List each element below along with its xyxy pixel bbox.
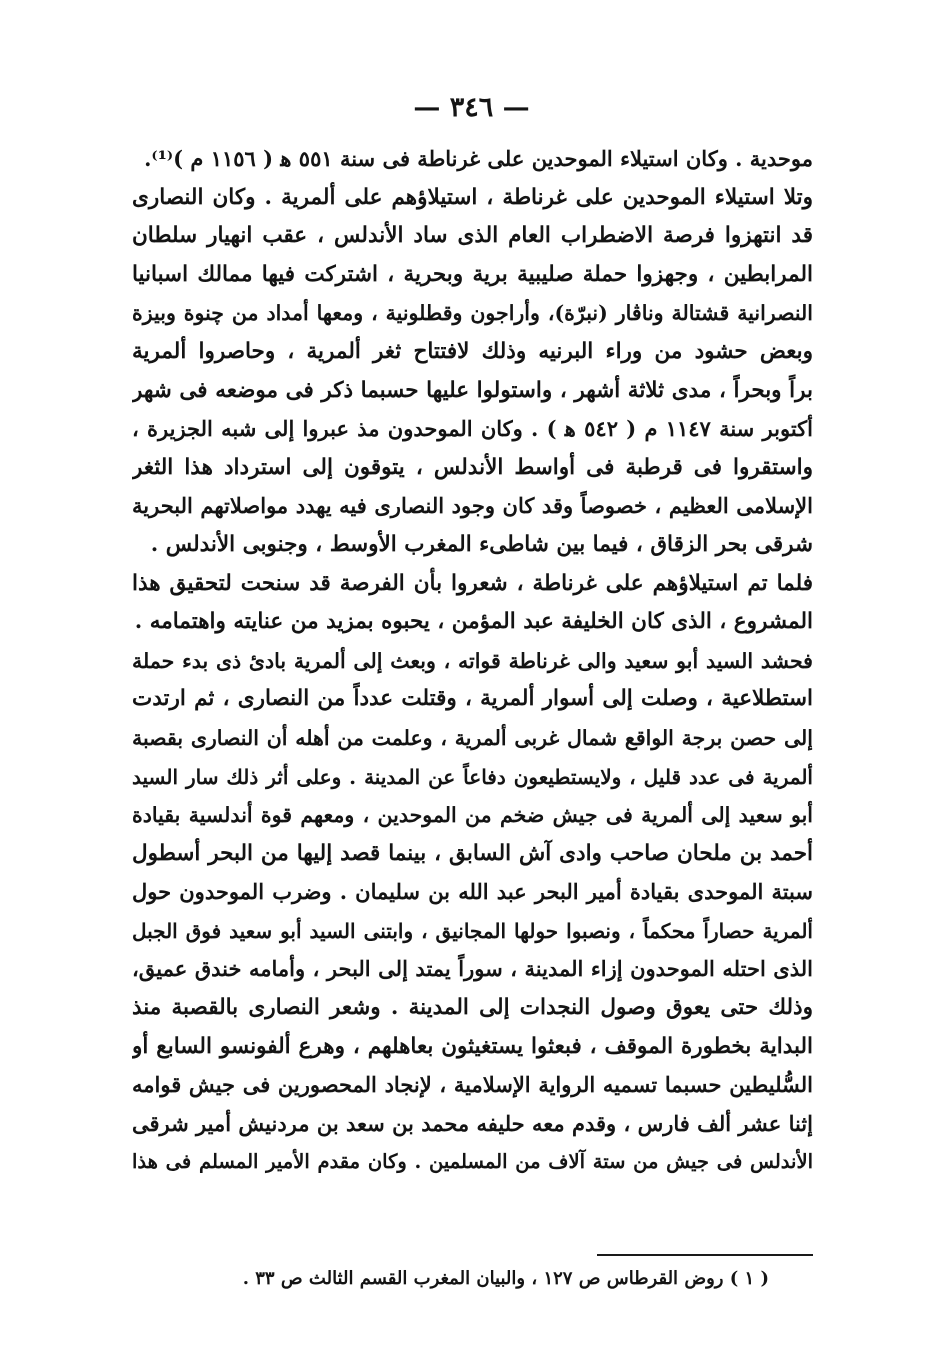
text-line: المرابطين ، وجهزوا حملة صليبية برية وبحرية ، اشتركت فيها ممالك اسبانيا	[132, 261, 813, 287]
text-line: واستقروا فى قرطبة فى أواسط الأندلس ، يتوقون إلى استرداد هذا الثغر	[132, 454, 813, 480]
text-line: موحدية . وكان استيلاء الموحدين على غرناطة فى سنة ٥٥١ ﻫ ( ١١٥٦ م )⁽¹⁾.	[144, 146, 813, 171]
text-line: إثنا عشر ألف فارس ، وقدم معه حليفه محمد بن سعد بن مردنيش أمير شرقى	[132, 1110, 813, 1136]
text-line: أحمد بن ملحان صاحب وادى آش السابق ، بينما قصد إليها من البحر أسطول	[132, 840, 813, 866]
footnote: ( ١ ) روض القرطاس ص ١٢٧ ، والبيان المغرب القسم الثالث ص ٣٣ .	[242, 1268, 769, 1289]
text-line: المشروع ، الذى كان الخليفة عبد المؤمن ، يحبوه بمزيد من عنايته واهتمامه .	[134, 609, 813, 635]
body-text	[132, 140, 813, 1182]
text-line: ألمرية فى عدد قليل ، ولايستطيعون دفاعاً عن المدينة . وعلى أثر ذلك سار السيد	[132, 764, 813, 789]
text-line: إلى حصن برجة الواقع شمال غربى ألمرية ، وعلمت من أهله أن النصارى بقصبة	[132, 725, 813, 750]
text-line: استطلاعية ، وصلت إلى أسوار ألمرية ، وقتلت عدداً من النصارى ، ثم ارتدت	[132, 686, 813, 712]
text-line: سبتة الموحدى بقيادة أمير البحر عبد الله بن سليمان . وضرب الموحدون حول	[132, 879, 813, 905]
text-line: وذلك حتى يعوق وصول النجدات إلى المدينة . وشعر النصارى بالقصبة منذ	[132, 995, 813, 1021]
text-line: فحشد السيد أبو سعيد والى غرناطة قواته ، وبعث إلى ألمرية بادئ ذى بدء حملة	[132, 648, 813, 673]
text-line: براً وبحراً ، مدى ثلاثة أشهر ، واستولوا عليها حسبما ذكر فى موضعه فى شهر	[132, 377, 813, 403]
text-line: النصرانية قشتالة وناڤار (نبرّة)، وأراجون وقطلونية ، ومعها أمداد من چنوة وبيزة	[132, 301, 813, 326]
text-line: السُّليطين حسبما تسميه الرواية الإسلامية ، لإنجاد المحصورين فى جيش قوامه	[132, 1072, 813, 1098]
text-line: وبعض حشود من وراء البرنيه وذلك لافتتاح ثغر ألمرية ، وحاصروا ألمرية	[132, 338, 813, 364]
text-line: البداية بخطورة الموقف ، فبعثوا يستغيثون بعاهلهم ، وهرع ألفونسو السابع أو	[132, 1033, 813, 1059]
text-line: قد انتهزوا فرصة الاضطراب العام الذى ساد الأندلس ، عقب انهيار سلطان	[132, 223, 813, 249]
text-line: وتلا استيلاء الموحدين على غرناطة ، استيلاؤهم على ألمرية . وكان النصارى	[132, 184, 813, 210]
text-line: ألمرية حصاراً محكماً ، ونصبوا حولها المجانيق ، وابتنى السيد أبو سعيد فوق الجبل	[132, 918, 813, 943]
text-line: أبو سعيد إلى ألمرية فى جيش ضخم من الموحدين ، ومعهم قوة أندلسية بقيادة	[132, 803, 813, 828]
text-line: فلما تم استيلاؤهم على غرناطة ، شعروا بأن الفرصة قد سنحت لتحقيق هذا	[132, 570, 813, 596]
text-line: أكتوبر سنة ١١٤٧ م ( ٥٤٢ ﻫ ) . وكان الموحدون مذ عبروا إلى شبه الجزيرة ،	[132, 416, 813, 442]
page-number: — ٣٤٦ —	[413, 92, 530, 123]
footnote-divider	[597, 1254, 813, 1256]
text-line: شرقى بحر الزقاق ، فيما بين شاطىء المغرب الأوسط ، وجنوبى الأندلس .	[150, 531, 813, 557]
text-line: الأندلس فى جيش من ستة آلاف من المسلمين . وكان مقدم الأمير المسلم فى هذا	[132, 1150, 813, 1174]
text-line: الإسلامى العظيم ، خصوصاً وقد كان وجود النصارى فيه يهدد مواصلاتهم البحرية	[132, 493, 813, 519]
text-line: الذى احتله الموحدون إزاء المدينة ، سوراً يمتد إلى البحر ، وأمامه خندق عميق،	[132, 956, 813, 982]
